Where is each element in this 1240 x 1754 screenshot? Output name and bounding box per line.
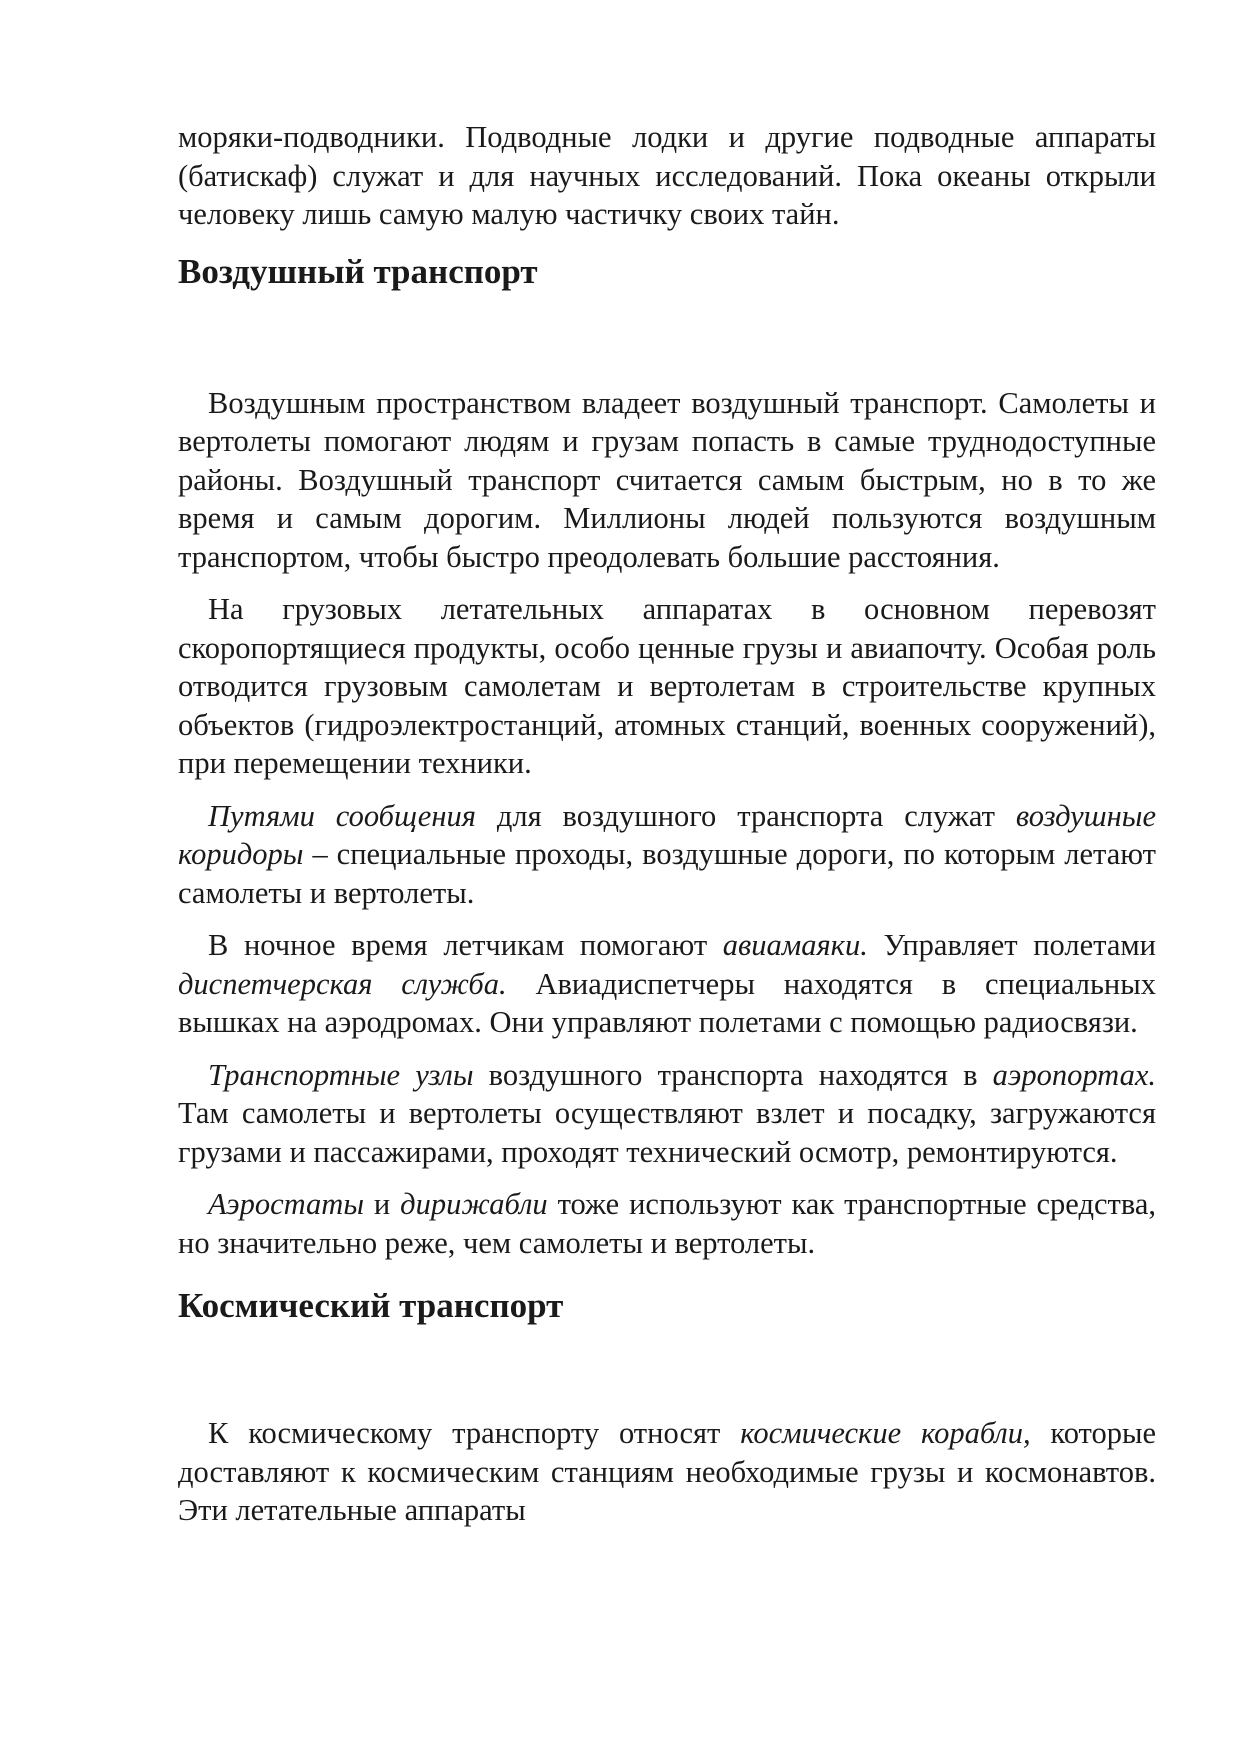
space-paragraph-1: К космическому транспорту относят космические корабли, которые доставляют к космическим станциям необходимые грузы и космонавтов. Эти летательные аппараты [178,1416,1157,1527]
continuation-paragraph: моряки-подводники. Подводные лодки и другие подводные аппараты (батискаф) служат и для научных исследований. Пока океаны открыли человеку лишь самую малую частичку своих тайн. [178,120,1156,231]
air-paragraph-5: Транспортные узлы воздушного транспорта находятся в аэропортах. Там самолеты и вертолеты осуществляют взлет и посадку, загружаются грузами и пассажирами, проходят технический осмотр, ремонтируются. [178,1057,1156,1169]
term-air-corridors: воздушные коридоры [178,798,1156,871]
term-dispatch-service: диспетчерская служба. [178,966,507,1001]
air-paragraph-3: Путями сообщения для воздушного транспорта служат воздушные коридоры – специальные проходы, воздушные дороги, по которым летают самолеты и вертолеты. [178,798,1156,910]
section-heading-air-transport: Воздушный транспорт [178,251,538,291]
air-paragraph-2: На грузовых летательных аппаратах в основном перевозят скоропортящиеся продукты, особо ценные грузы и авиапочту. Особая роль отводится грузовым самолетам и вертолетам в строительстве крупных объектов (гидроэлектростанций, атомных станций, военных сооружений), при перемещении техники. [178,592,1156,780]
term-beacons: авиамаяки. [722,928,868,962]
term-airports: аэропортах. [992,1057,1156,1092]
term-routes: Путями сообщения [208,798,476,833]
section-heading-space-transport: Космический транспорт [178,1286,564,1325]
term-aerostats: Аэростаты [208,1187,364,1221]
air-paragraph-1: Воздушным пространством владеет воздушный транспорт. Самолеты и вертолеты помогают людям и грузам попасть в самые труднодоступные районы. Воздушный транспорт считается самым быстрым, но в то же время и самым дорогим. Миллионы людей пользуются воздушным транспортом, чтобы быстро преодолевать большие расстояния. [178,385,1156,574]
term-airships: дирижабли [400,1187,548,1221]
term-spaceships: космические корабли, [740,1416,1031,1450]
air-paragraph-4: В ночное время летчикам помогают авиамаяки. Управляет полетами диспетчерская служба. Авиадиспетчеры находятся в специальных вышках на аэродромах. Они управляют полетами с помощью радиосвязи. [178,928,1156,1039]
air-paragraph-6: Аэростаты и дирижабли тоже используют как транспортные средства, но значительно реже, чем самолеты и вертолеты. [178,1187,1156,1260]
document-page [178,118,1156,1530]
term-transport-hubs: Транспортные узлы [208,1057,474,1092]
